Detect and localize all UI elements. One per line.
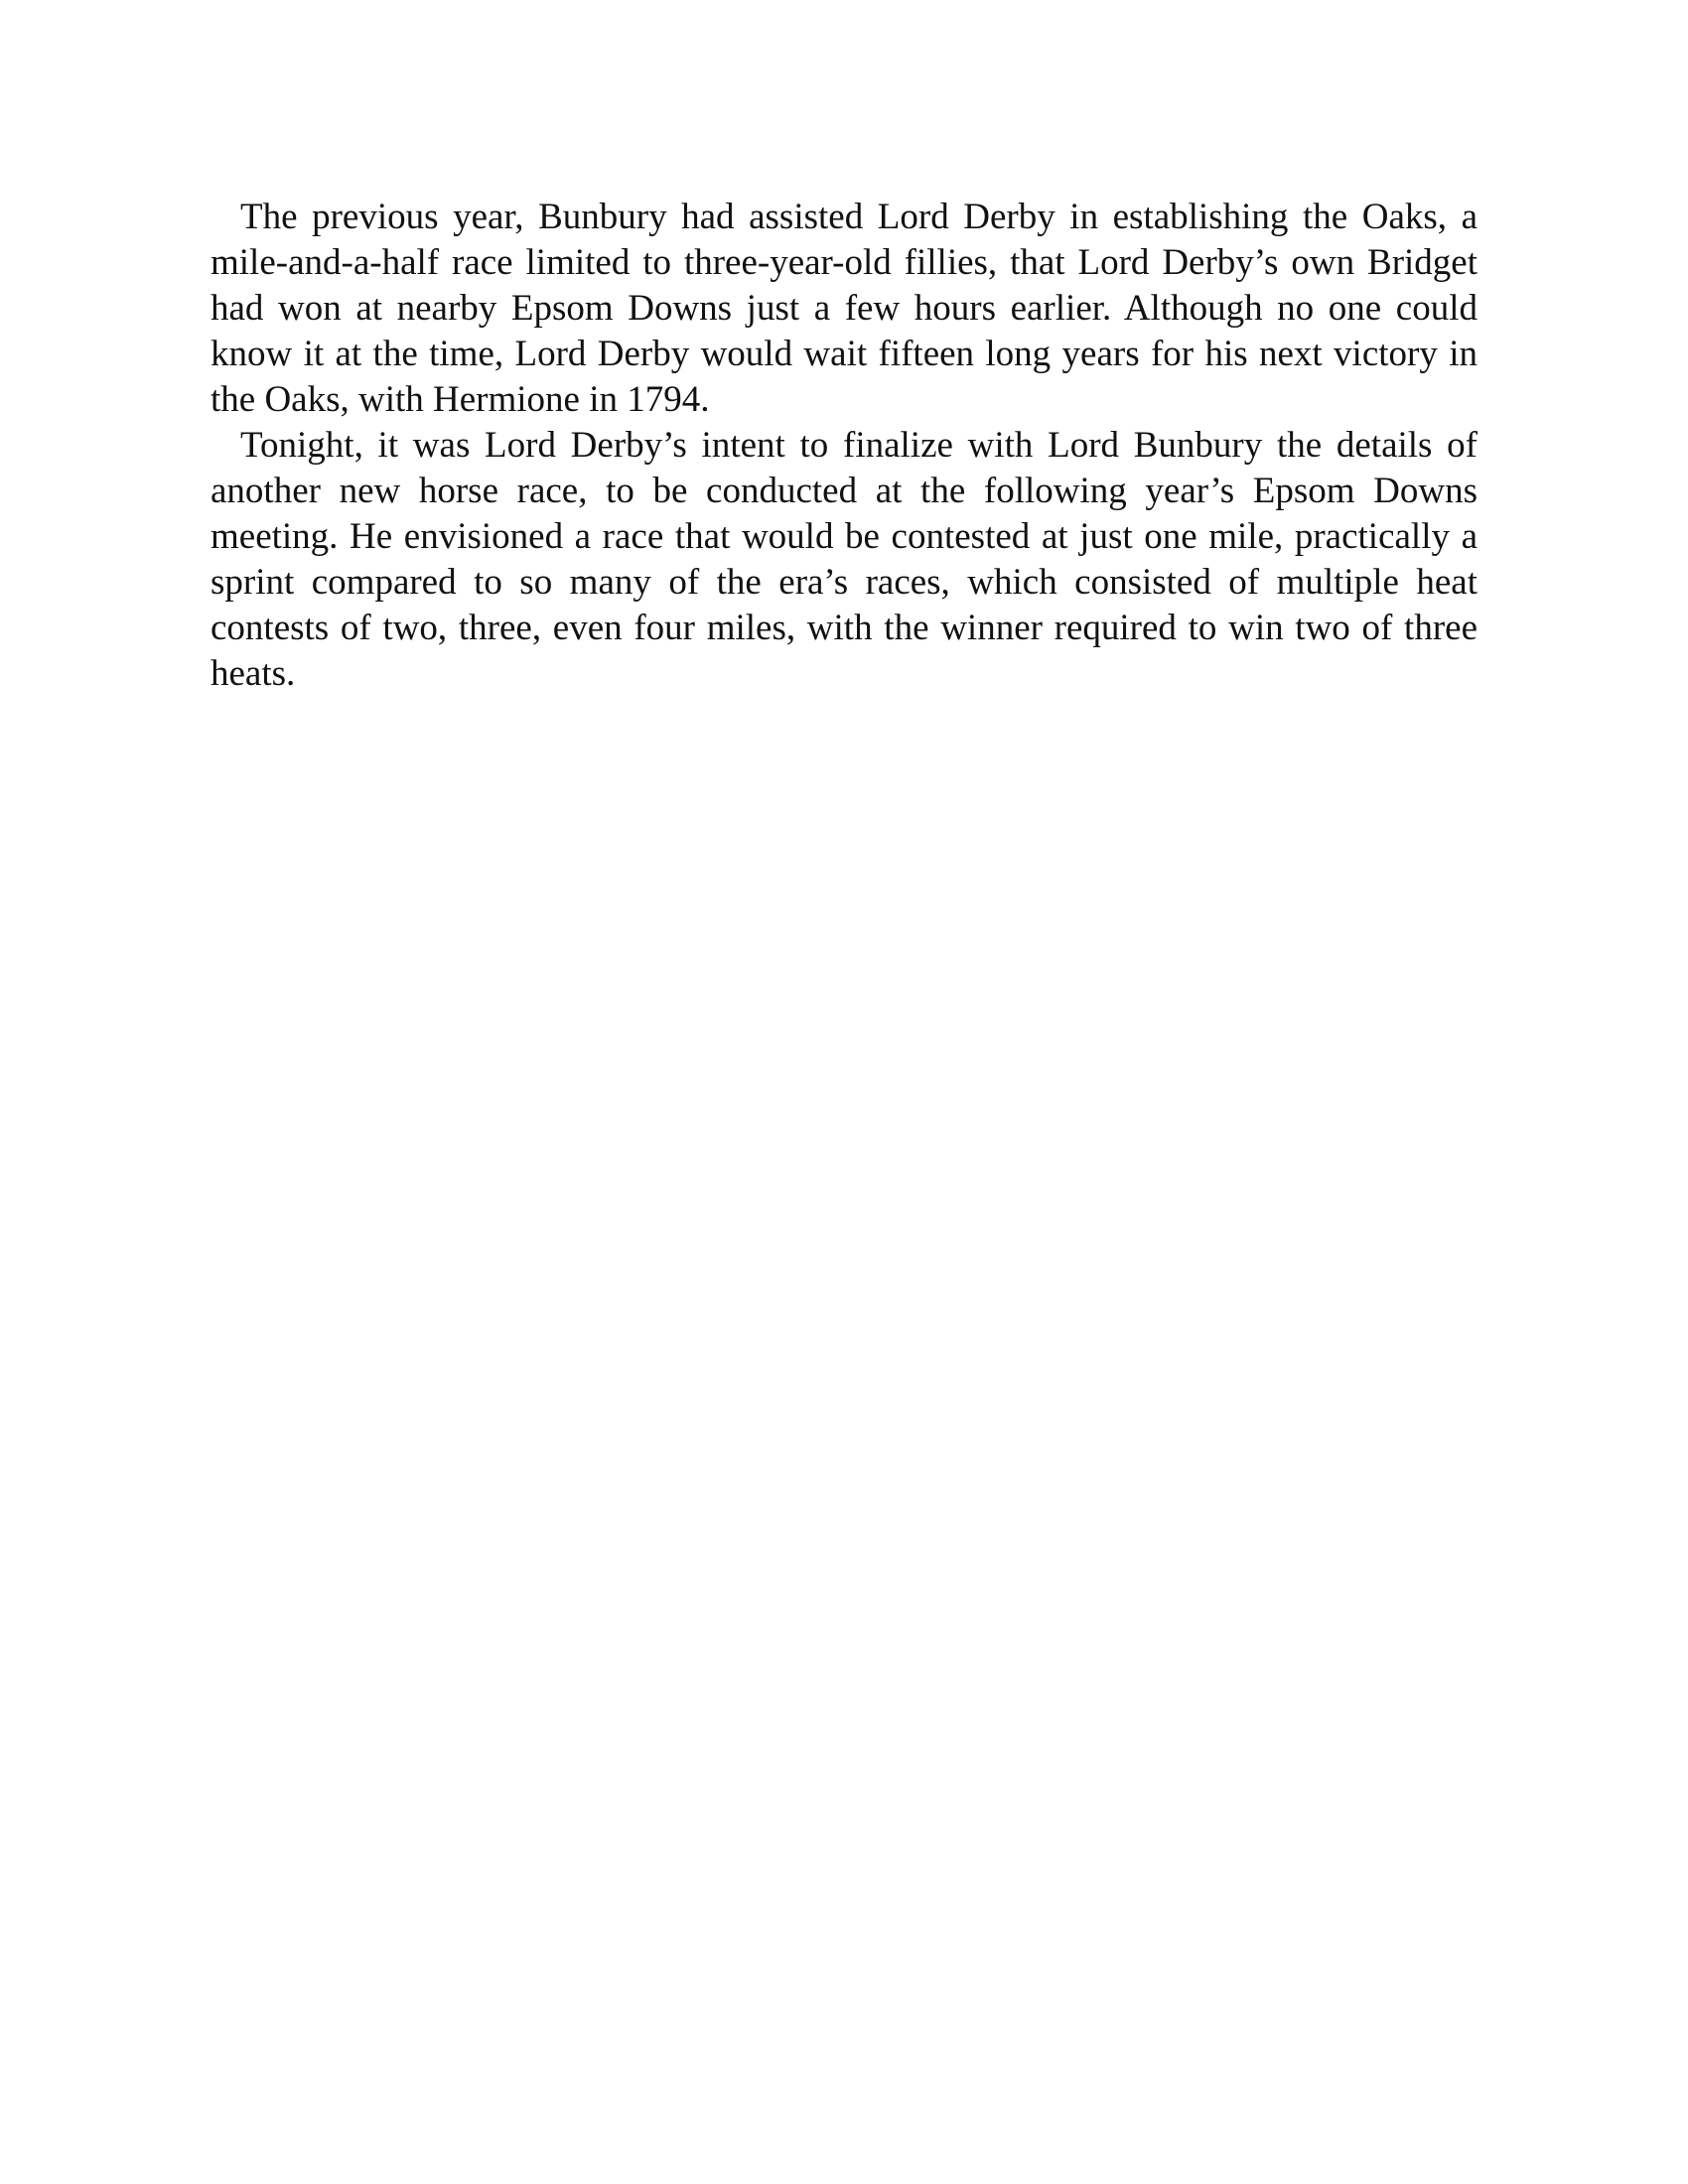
paragraph-2: Tonight, it was Lord Derby’s intent to finalize with Lord Bunbury the details of another new horse race, to be conducted at the following year’s Epsom Downs meeting. He envisioned a race that would be contested at just one mile, practically a sprint compared to so many of the era’s races, which consisted of multiple heat contests of two, three, even four miles, with the winner required to win two of three heats. (211, 425, 1477, 694)
paragraph-1: The previous year, Bunbury had assisted Lord Derby in establishing the Oaks, a mile-and-a-half race limited to three-year-old fillies, that Lord Derby’s own Bridget had won at nearby Epsom Downs just a few hours earlier. Although no one could know it at the time, Lord Derby would wait fifteen long years for his next victory in the Oaks, with Hermione in 1794. (211, 197, 1477, 420)
body-text (211, 195, 1477, 697)
